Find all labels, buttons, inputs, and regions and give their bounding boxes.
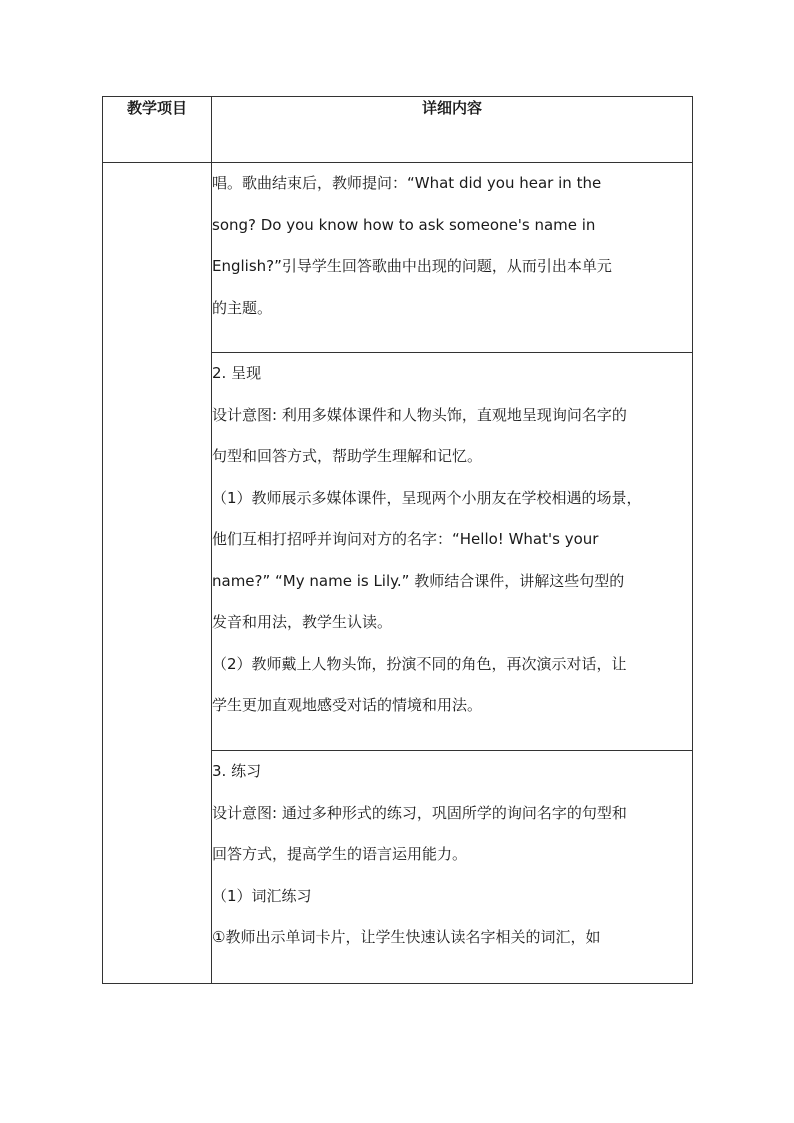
table-header-row	[103, 97, 693, 163]
section-title: 2. 呈现	[212, 364, 262, 382]
text-line: song? Do you know how to ask someone's name in	[212, 215, 596, 234]
table-row	[103, 163, 693, 353]
section-2-cell	[212, 353, 693, 751]
text-line: 发音和用法，教学生认读。	[212, 613, 393, 631]
text-line: 他们互相打招呼并询问对方的名字：“Hello! What's your	[212, 530, 599, 548]
text-line: 句型和回答方式，帮助学生理解和记忆。	[212, 447, 483, 465]
text-line: ①教师出示单词卡片，让学生快速认读名字相关的词汇，如	[212, 928, 601, 946]
section-title: 3. 练习	[212, 762, 262, 780]
text-line: （1）教师展示多媒体课件，呈现两个小朋友在学校相遇的场景，	[212, 488, 642, 507]
text-line: English?”引导学生回答歌曲中出现的问题，从而引出本单元	[212, 257, 612, 275]
text-line: name?” “My name is Lily.” 教师结合课件，讲解这些句型的	[212, 571, 625, 590]
header-detail-content: 详细内容	[212, 97, 693, 163]
text-line: 设计意图: 利用多媒体课件和人物头饰，直观地呈现询问名字的	[212, 405, 627, 424]
text-line: 的主题。	[212, 298, 273, 317]
text-line: 学生更加直观地感受对话的情境和用法。	[212, 696, 483, 714]
header-teaching-item: 教学项目	[103, 97, 212, 163]
section-3-cell	[212, 751, 693, 984]
section-1-cell	[212, 163, 693, 353]
text-line: 回答方式，提高学生的语言运用能力。	[212, 845, 468, 863]
lesson-plan-table	[102, 96, 693, 984]
text-line: （2）教师戴上人物头饰，扮演不同的角色，再次演示对话，让	[212, 654, 627, 673]
text-line: （1）词汇练习	[212, 886, 312, 905]
teaching-item-cell	[103, 163, 212, 984]
text-line: 唱。歌曲结束后，教师提问：“What did you hear in the	[212, 174, 602, 192]
text-line: 设计意图: 通过多种形式的练习，巩固所学的询问名字的句型和	[212, 803, 627, 822]
